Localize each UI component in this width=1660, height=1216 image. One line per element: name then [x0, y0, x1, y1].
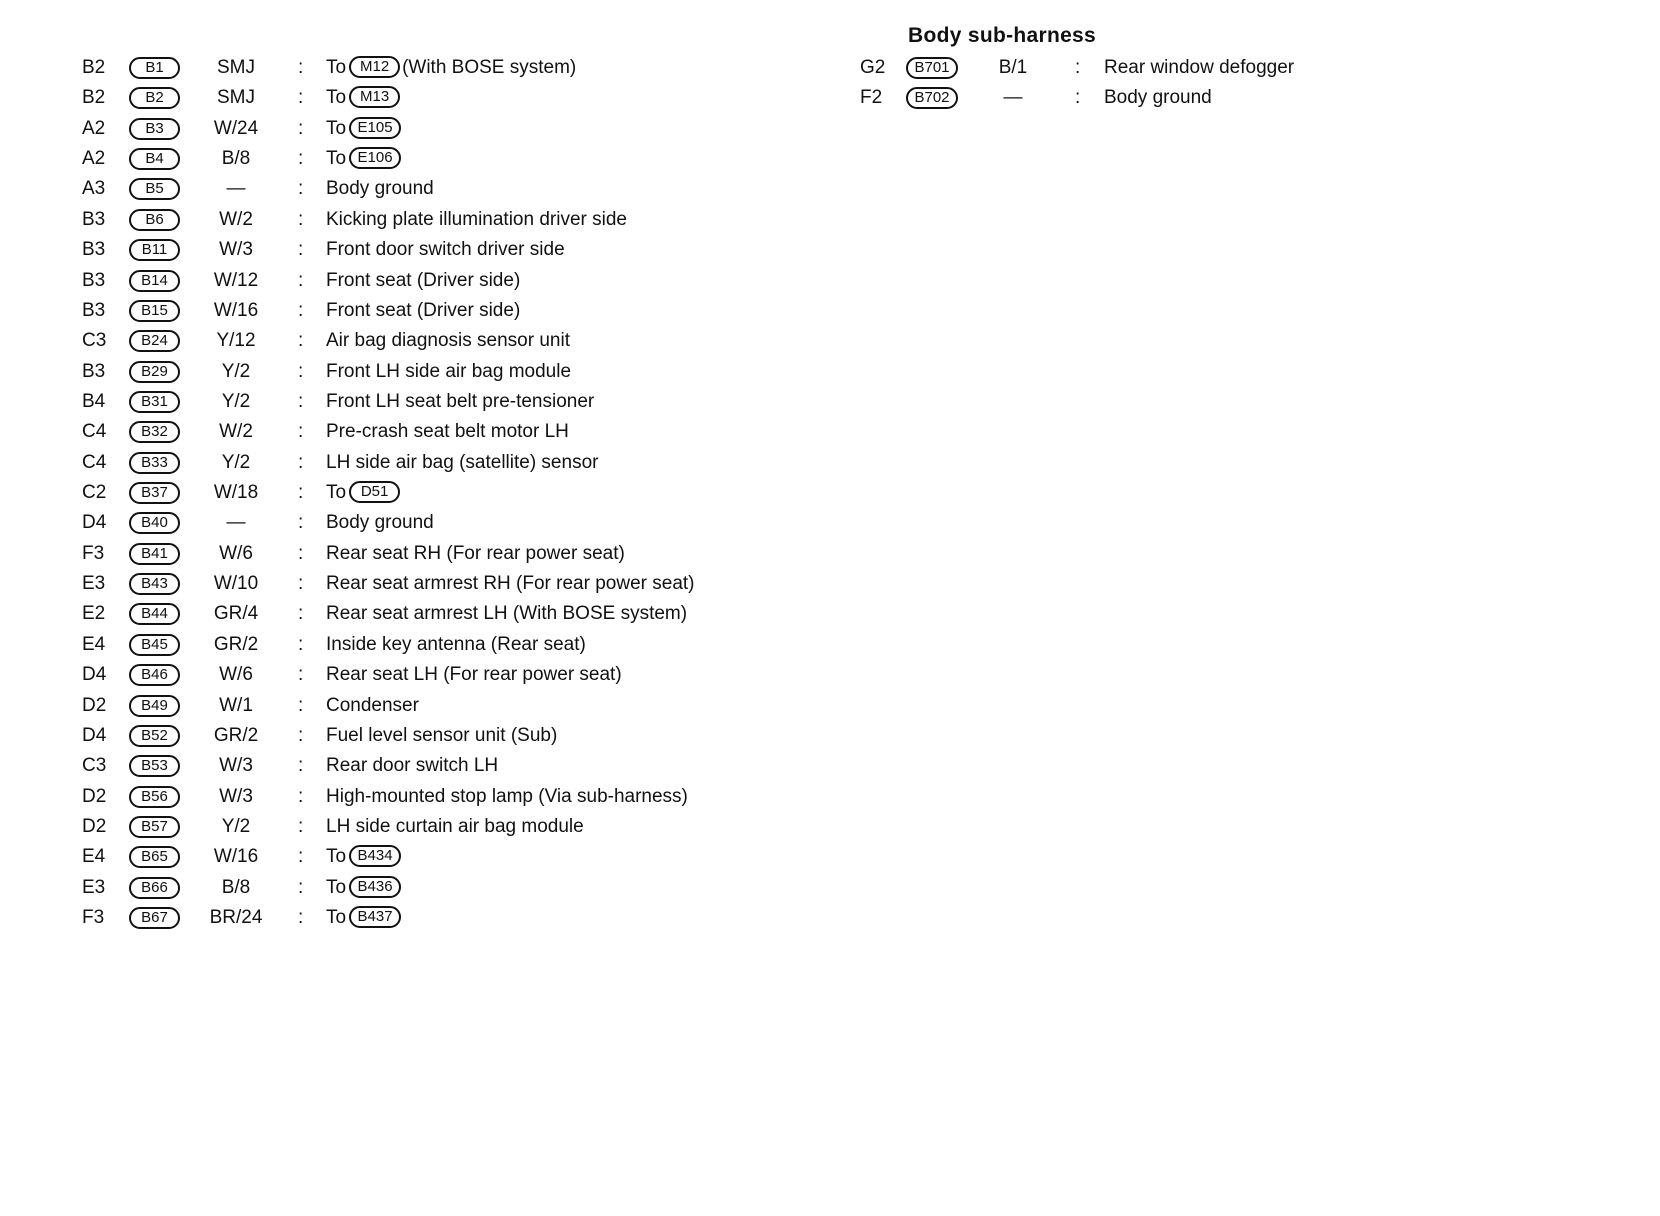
- grid-reference: D2: [82, 816, 107, 837]
- grid-reference: C3: [82, 755, 107, 777]
- connector-badge-wrap: [129, 417, 180, 447]
- connector-badge: B57: [129, 816, 180, 838]
- connector-badge-wrap: [129, 83, 180, 113]
- separator-colon: :: [298, 633, 304, 655]
- wire-spec: W/10: [213, 573, 259, 595]
- connector-badge-wrap: [129, 569, 180, 599]
- grid-reference: D4: [82, 724, 107, 746]
- description-prefix: To: [326, 87, 347, 109]
- connection-description: Rear seat RH (For rear power seat): [326, 542, 625, 564]
- wire-spec: —: [226, 512, 246, 534]
- grid-reference: B3: [82, 299, 106, 321]
- connector-badge-wrap: [129, 205, 180, 235]
- separator-colon: :: [298, 542, 304, 564]
- grid-reference: B2: [82, 57, 106, 78]
- connector-badge-wrap: [129, 721, 180, 751]
- grid-reference: E3: [82, 876, 106, 898]
- connector-badge-wrap: [906, 83, 958, 113]
- separator-colon: :: [1075, 87, 1081, 109]
- mating-connector-badge: B434: [349, 845, 401, 867]
- separator-colon: :: [298, 482, 304, 504]
- connector-badge: B67: [129, 907, 180, 929]
- description-prefix: To: [326, 57, 347, 78]
- separator-colon: :: [298, 117, 304, 139]
- separator-colon: :: [298, 421, 304, 443]
- separator-colon: :: [298, 299, 304, 321]
- separator-colon: :: [298, 360, 304, 382]
- grid-reference: C3: [82, 330, 107, 352]
- connection-description: [326, 842, 403, 872]
- wire-spec: W/6: [219, 664, 253, 686]
- grid-reference: G2: [860, 57, 886, 78]
- separator-colon: :: [298, 269, 304, 291]
- separator-colon: :: [298, 57, 304, 78]
- connector-badge-wrap: [129, 903, 180, 933]
- grid-reference: B3: [82, 269, 106, 291]
- grid-reference: D2: [82, 694, 107, 716]
- grid-reference: B3: [82, 360, 106, 382]
- separator-colon: :: [298, 451, 304, 473]
- connector-badge-wrap: [129, 873, 180, 903]
- separator-colon: :: [298, 724, 304, 746]
- separator-colon: :: [298, 208, 304, 230]
- separator-colon: :: [298, 573, 304, 595]
- connector-badge: B45: [129, 634, 180, 656]
- wire-spec: W/2: [219, 208, 253, 230]
- connector-badge: B49: [129, 695, 180, 717]
- connector-badge: B32: [129, 421, 180, 443]
- separator-colon: :: [1075, 57, 1081, 78]
- wire-spec: W/12: [213, 269, 259, 291]
- connection-description: Condenser: [326, 694, 419, 716]
- separator-colon: :: [298, 907, 304, 929]
- wire-spec: GR/2: [213, 724, 259, 746]
- description-suffix: (With BOSE system): [402, 57, 577, 78]
- connection-description: Rear door switch LH: [326, 755, 499, 777]
- connector-badge-wrap: [129, 448, 180, 478]
- separator-colon: :: [298, 87, 304, 109]
- connector-badge-wrap: [906, 53, 958, 83]
- connector-badge: B40: [129, 512, 180, 534]
- connector-badge-wrap: [129, 539, 180, 569]
- connector-badge-wrap: [129, 691, 180, 721]
- connection-description: Inside key antenna (Rear seat): [326, 633, 586, 655]
- section-title-body-sub-harness: Body sub-harness: [908, 24, 1097, 47]
- mating-connector-badge: D51: [349, 481, 400, 503]
- wire-spec: W/1: [219, 694, 253, 716]
- connector-badge: B33: [129, 452, 180, 474]
- description-prefix: To: [326, 846, 347, 868]
- mating-connector-badge: E105: [349, 117, 401, 139]
- description-prefix: To: [326, 148, 347, 170]
- connection-description: LH side air bag (satellite) sensor: [326, 451, 599, 473]
- wire-spec: B/8: [221, 876, 251, 898]
- connector-badge: B702: [906, 87, 958, 109]
- connector-badge: B56: [129, 786, 180, 808]
- connector-badge-wrap: [129, 387, 180, 417]
- separator-colon: :: [298, 785, 304, 807]
- mating-connector-badge: E106: [349, 147, 401, 169]
- connection-description: [326, 903, 403, 933]
- connection-description: [326, 478, 402, 508]
- connection-description: Front seat (Driver side): [326, 269, 521, 291]
- wire-spec: —: [1003, 87, 1023, 109]
- connector-badge-wrap: [129, 144, 180, 174]
- connector-badge-wrap: [129, 235, 180, 265]
- connector-badge: B14: [129, 270, 180, 292]
- connector-badge: B5: [129, 178, 180, 200]
- connection-description: Front LH side air bag module: [326, 360, 572, 382]
- wire-spec: Y/2: [221, 451, 251, 473]
- connector-badge-wrap: [129, 508, 180, 538]
- connector-badge-wrap: [129, 326, 180, 356]
- wire-spec: W/16: [213, 846, 259, 868]
- grid-reference: D4: [82, 664, 107, 686]
- grid-reference: F3: [82, 542, 105, 564]
- mating-connector-badge: B436: [349, 876, 401, 898]
- mating-connector-badge: M12: [349, 56, 400, 78]
- connector-badge: B29: [129, 361, 180, 383]
- grid-reference: E2: [82, 603, 106, 625]
- connector-badge: B53: [129, 755, 180, 777]
- wire-spec: W/24: [213, 117, 259, 139]
- connection-description: Front door switch driver side: [326, 239, 565, 261]
- connection-description: [326, 144, 403, 174]
- connection-description: [326, 83, 402, 113]
- connector-badge: B44: [129, 603, 180, 625]
- grid-reference: C2: [82, 482, 107, 504]
- connection-description: Front LH seat belt pre-tensioner: [326, 390, 595, 412]
- wire-spec: SMJ: [217, 57, 255, 78]
- grid-reference: E4: [82, 846, 106, 868]
- grid-reference: B4: [82, 390, 106, 412]
- grid-reference: C4: [82, 421, 107, 443]
- connection-description: Body ground: [326, 178, 434, 200]
- grid-reference: A3: [82, 178, 106, 200]
- grid-reference: A2: [82, 117, 106, 139]
- connection-description: [326, 114, 403, 144]
- separator-colon: :: [298, 390, 304, 412]
- connection-description: LH side curtain air bag module: [326, 816, 584, 837]
- wire-spec: W/6: [219, 542, 253, 564]
- wire-spec: GR/4: [213, 603, 259, 625]
- connection-description: Rear seat armrest LH (With BOSE system): [326, 603, 688, 625]
- connector-badge: B4: [129, 148, 180, 170]
- description-prefix: To: [326, 117, 347, 139]
- wire-spec: W/3: [219, 239, 253, 261]
- connector-badge: B41: [129, 543, 180, 565]
- wire-spec: Y/2: [221, 360, 251, 382]
- connection-description: Fuel level sensor unit (Sub): [326, 724, 558, 746]
- wire-spec: —: [226, 178, 246, 200]
- separator-colon: :: [298, 178, 304, 200]
- wire-spec: W/3: [219, 785, 253, 807]
- separator-colon: :: [298, 816, 304, 837]
- wire-spec: B/8: [221, 148, 251, 170]
- connector-badge-wrap: [129, 478, 180, 508]
- connection-description: Air bag diagnosis sensor unit: [326, 330, 570, 352]
- wire-spec: W/18: [213, 482, 259, 504]
- grid-reference: C4: [82, 451, 107, 473]
- wire-spec: SMJ: [217, 87, 255, 109]
- description-prefix: To: [326, 907, 347, 929]
- connector-badge: B15: [129, 300, 180, 322]
- connector-badge: B66: [129, 877, 180, 899]
- wire-spec: W/16: [213, 299, 259, 321]
- connection-description: High-mounted stop lamp (Via sub-harness): [326, 785, 688, 807]
- connector-badge-wrap: [129, 599, 180, 629]
- connector-badge: B3: [129, 118, 180, 140]
- connector-badge: B31: [129, 391, 180, 413]
- wire-spec: BR/24: [209, 907, 263, 929]
- wire-spec: B/1: [998, 57, 1028, 78]
- connector-badge-wrap: [129, 357, 180, 387]
- connection-description: Kicking plate illumination driver side: [326, 208, 627, 230]
- separator-colon: :: [298, 694, 304, 716]
- connector-badge: B37: [129, 482, 180, 504]
- connector-badge: B2: [129, 87, 180, 109]
- separator-colon: :: [298, 603, 304, 625]
- separator-colon: :: [298, 239, 304, 261]
- connector-badge-wrap: [129, 812, 180, 842]
- connector-badge: B6: [129, 209, 180, 231]
- mating-connector-badge: B437: [349, 906, 401, 928]
- connector-badge-wrap: [129, 266, 180, 296]
- connector-badge-wrap: [129, 114, 180, 144]
- connector-badge-wrap: [129, 660, 180, 690]
- connection-description: Pre-crash seat belt motor LH: [326, 421, 569, 443]
- connector-badge-wrap: [129, 751, 180, 781]
- connector-badge: B65: [129, 846, 180, 868]
- grid-reference: E3: [82, 573, 106, 595]
- connector-badge-wrap: [129, 296, 180, 326]
- wire-spec: Y/12: [216, 330, 256, 352]
- connection-description: Body ground: [1104, 87, 1212, 109]
- connection-description: Body ground: [326, 512, 434, 534]
- separator-colon: :: [298, 876, 304, 898]
- separator-colon: :: [298, 148, 304, 170]
- connection-description: [326, 873, 403, 903]
- connector-badge-wrap: [129, 174, 180, 204]
- grid-reference: A2: [82, 148, 106, 170]
- grid-reference: B3: [82, 239, 106, 261]
- separator-colon: :: [298, 755, 304, 777]
- description-prefix: To: [326, 482, 347, 504]
- separator-colon: :: [298, 330, 304, 352]
- connector-badge-wrap: [129, 782, 180, 812]
- separator-colon: :: [298, 512, 304, 534]
- connector-badge-wrap: [129, 630, 180, 660]
- grid-reference: F3: [82, 907, 105, 929]
- grid-reference: B3: [82, 208, 106, 230]
- wire-spec: W/3: [219, 755, 253, 777]
- grid-reference: B2: [82, 87, 106, 109]
- separator-colon: :: [298, 846, 304, 868]
- connector-badge: B46: [129, 664, 180, 686]
- connection-description: Rear seat armrest RH (For rear power seat): [326, 573, 695, 595]
- connector-badge: B24: [129, 330, 180, 352]
- connection-description: Rear seat LH (For rear power seat): [326, 664, 622, 686]
- connection-description: Rear window defogger: [1104, 57, 1295, 78]
- grid-reference: F2: [860, 87, 883, 109]
- wire-spec: W/2: [219, 421, 253, 443]
- separator-colon: :: [298, 664, 304, 686]
- connector-badge: B1: [129, 57, 180, 79]
- wire-spec: GR/2: [213, 633, 259, 655]
- connector-badge: B52: [129, 725, 180, 747]
- grid-reference: E4: [82, 633, 106, 655]
- mating-connector-badge: M13: [349, 86, 400, 108]
- connection-description: Front seat (Driver side): [326, 299, 521, 321]
- connector-badge-wrap: [129, 842, 180, 872]
- grid-reference: D4: [82, 512, 107, 534]
- connector-badge: B701: [906, 57, 958, 79]
- connector-badge: B43: [129, 573, 180, 595]
- wire-spec: Y/2: [221, 390, 251, 412]
- description-prefix: To: [326, 876, 347, 898]
- connector-badge-wrap: [129, 53, 180, 83]
- wire-spec: Y/2: [221, 816, 251, 837]
- connector-badge: B11: [129, 239, 180, 261]
- grid-reference: D2: [82, 785, 107, 807]
- connection-description: [326, 53, 576, 83]
